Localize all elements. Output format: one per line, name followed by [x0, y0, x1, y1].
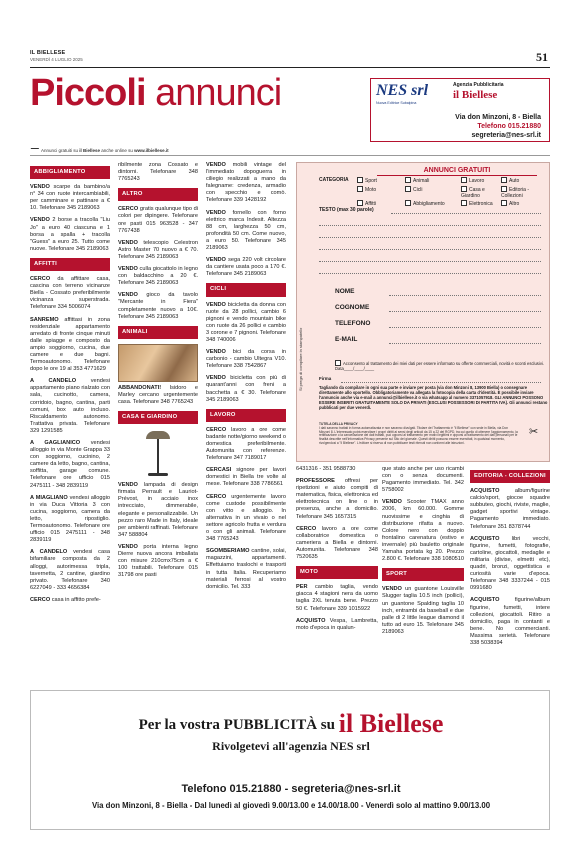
banner-biellese-logo: il Biellese	[338, 709, 444, 738]
text-line[interactable]	[391, 213, 541, 214]
classified-ad	[30, 378, 110, 435]
category-option[interactable]	[461, 177, 501, 184]
ad-lead: VENDO	[382, 586, 402, 593]
ad-text: mobili vintage del l'immediato dopoguerra in ciliegio realizzati a mano da falegname: credenza, armadio con specchio e comò. Telefonare 339 1428192	[206, 162, 286, 204]
category-checkbox[interactable]	[501, 186, 507, 192]
category-option[interactable]	[405, 177, 461, 184]
advertising-banner	[30, 690, 550, 830]
ad-text: lavoro a ore come collaboratrice domestica o cameriera a Biella e dintorni. Automunita. Telefonare 348 7520635	[296, 525, 378, 561]
classified-ad	[118, 544, 198, 579]
privacy-text: I dati saranno trattati in forma automatizzata e non saranno divulgati. Titolare del Trattamento è "il Biellese" con sede in Biella, via Don Minzoni 8. L'interessato potrà esercitare i propri diritti ai sensi degli articoli da 15 a 22 del RGPD, tra cui quello di ottenere l'aggiornamento, la rettificazione o la cancellazione dei dati trattati, può opporsi al trattamento per motivi legittimi e opporsi al trattamento dei dati personali per le finalità descritte nell'Informativa Privacy presente sul Sito del giornale. Questi diritti possono essere esercitati, in qualsiasi momento, rivolgendosi a "il Biellese". L'editore si riserva di non pubblicare testi ritenuti non conformi alle istruzioni.	[319, 425, 518, 445]
ad-text: Vespa, Lambretta, moto d'epoca in qualun-	[296, 617, 378, 631]
ad-text: vendesi alloggio in via Duca Vittoria 3 con cucina, soggiorno, camera da letto, ripostiglio. Termoautonomo. Telefonare ore ufficio 015 2475111 - 348 2839119	[30, 494, 110, 544]
consent-row[interactable]	[335, 360, 545, 371]
category-checkbox[interactable]	[405, 200, 411, 206]
ad-lead: CERCASI	[206, 467, 232, 474]
ad-lead: VENDO	[30, 217, 50, 224]
category-checkbox[interactable]	[357, 200, 363, 206]
ad-lead: VENDO	[118, 266, 138, 273]
ad-text: figurine/album figurine, fumetti, intere collezioni, giocattoli. Ritiro a domicilio, paga in contanti e bene. No commercianti. Massima serietà. Telefonare 338 5038394	[470, 597, 550, 646]
ad-lead: CERCO	[30, 276, 51, 283]
category-option[interactable]	[501, 186, 541, 199]
pen-icon	[29, 148, 39, 152]
classified-ad	[296, 466, 378, 473]
subline-mid: anche online su	[100, 148, 135, 153]
coupon-heading: ANNUNCI GRATUITI	[377, 167, 537, 176]
ad-lead: VENDO	[382, 499, 402, 506]
classified-ad	[296, 618, 378, 632]
ad-lead: VENDO	[118, 292, 138, 299]
category-label: Altro	[509, 201, 520, 207]
ad-lead: VENDO	[118, 543, 138, 550]
contact-field-label: COGNOME	[335, 304, 370, 311]
text-line[interactable]	[319, 249, 541, 250]
ad-lead: CERCO	[206, 493, 227, 500]
ad-lead: ACQUISTO	[470, 488, 500, 495]
category-option[interactable]	[357, 200, 405, 207]
coupon-side-text: Si prega di compilare in stampatello	[298, 327, 303, 391]
ad-lead: VENDO	[118, 239, 138, 246]
category-label: Sport	[365, 178, 377, 184]
ad-text: vendesi appartamento piano rialzato con sala, cucinotto, camera, corridoio, bagno, cantina, parti comuni, box auto incluso. Riscaldamento autonomo. Trattativa privata. Telefonare 329 1291585	[30, 378, 110, 434]
ad-lead: CERCO	[118, 206, 139, 213]
biellese-logo: il Biellese	[453, 89, 498, 101]
agency-label: Agenzia Pubblicitaria	[453, 82, 504, 88]
banner-contacts: Telefono 015.21880 - segreteria@nes-srl.it	[181, 783, 401, 795]
contact-field-line[interactable]	[389, 343, 541, 344]
classified-ad	[296, 478, 378, 521]
page-number: 51	[536, 50, 548, 64]
text-line[interactable]	[319, 225, 541, 226]
column-1	[30, 162, 110, 609]
ad-text: libri vecchi, figurine, fumetti, fotografie, cartoline, giocattoli, medaglie e militaria (divise, elmetti etc), quadri, bronzi, oggettistica e curiosità varie d'epoca. Telefonare 348 3337244 - 015 0991680	[470, 535, 550, 592]
ad-text: signore per lavori domestici in Biella tre volte al mese. Telefonare 338 7786561	[206, 467, 286, 488]
category-option[interactable]	[357, 177, 405, 184]
lamp-photo	[138, 429, 178, 479]
category-label: Abbigliamento	[413, 201, 445, 207]
privacy-title: TUTELA DELLA PRIVACY	[319, 422, 358, 426]
classified-ad	[30, 495, 110, 545]
category-option[interactable]	[405, 200, 461, 207]
category-checkbox[interactable]	[501, 177, 507, 183]
ad-text: Isidoro e Marley cercano urgentemente casa. Telefonare 348 7765243	[118, 384, 198, 405]
category-checkbox[interactable]	[461, 186, 467, 192]
category-label: Auto	[509, 178, 520, 184]
category-checkbox[interactable]	[405, 177, 411, 183]
free-ads-coupon[interactable]	[296, 162, 550, 462]
contact-field-label: NOME	[335, 288, 355, 295]
section-header: LAVORO	[206, 409, 286, 422]
classified-ad	[206, 375, 286, 403]
ad-text: scarpe da bambino/a n° 34 con ruote intercambiabili, per camminare e pattinare a € 10. Telefonare 345 2189063	[30, 184, 110, 212]
classified-ad	[118, 206, 198, 234]
section-header: AFFITTI	[30, 258, 110, 271]
ad-text: casa in affitto prefe-	[50, 596, 101, 603]
ad-text: cambio taglia, vendo giacca 4 stagioni nera da uomo taglia 2XL tenuta bene. Prezzo 50 €. Telefonare 339 1015922	[296, 584, 378, 612]
ad-lead: CERCO	[206, 426, 227, 433]
ad-lead: PROFESSORE	[296, 478, 335, 485]
column-6	[470, 466, 550, 652]
ad-text: lavoro a ore come badante notte/giorno weekend o domestica preferibilmente. Automunita con referenze. Telefonare 347 7189017	[206, 426, 286, 462]
classified-ad	[30, 317, 110, 374]
classified-ad	[118, 482, 198, 539]
consent-text: Acconsento al trattamento dei miei dati per essere informato su offerte commerciali, novità e sconti esclusivi.	[343, 361, 545, 366]
cats-photo	[118, 344, 198, 382]
ad-text: Scooter TMAX anno 2006, km 60.000. Gomme nuovissime e cinghia di distribuzione rifatta a nuovo. Colore nero con doppio frontalino carenatura (estivo e invernale) più bauletto originale Yamaha portata kg 20. Prezzo 2.800 €. Telefonare 338 1080510	[382, 499, 465, 563]
agency-ad-box	[370, 78, 550, 142]
column-4	[296, 466, 378, 637]
classified-ad	[206, 162, 286, 205]
nes-logo-subtitle: Nuova Editrice Subalpina	[376, 101, 417, 105]
classified-ad	[118, 266, 198, 287]
text-line[interactable]	[319, 261, 541, 262]
category-option[interactable]	[501, 177, 541, 184]
ad-lead: VENDO	[206, 257, 226, 264]
ad-lead: VENDO	[30, 184, 50, 191]
ad-lead: A MIAGLIANO	[30, 494, 68, 501]
classified-ad	[30, 217, 110, 252]
ad-lead: A GAGLIANICO	[30, 440, 81, 446]
page-title	[30, 70, 281, 116]
category-label: Elettronica	[469, 201, 493, 207]
classified-ad	[470, 597, 550, 647]
category-label: Lavoro	[469, 178, 485, 184]
section-header: SPORT	[382, 568, 464, 581]
category-checkbox[interactable]	[461, 200, 467, 206]
classified-ad	[206, 257, 286, 278]
ad-text: vendesi alloggio in via Monte Grappa 33 con soggiorno, cucinino, 2 camere da letto, bagno, cantina, soffitta, garage comune. Telefonare ore ufficio 015 2475111 - 348 2839119	[30, 440, 110, 489]
subline-prefix: Annunci gratuiti su	[41, 148, 80, 153]
classified-ad	[470, 536, 550, 593]
classified-ad	[382, 466, 464, 494]
category-label: CATEGORIA	[319, 177, 349, 183]
classified-ad	[206, 210, 286, 253]
classified-ad	[118, 240, 198, 261]
agency-telephone: Telefono 015.21880	[477, 123, 541, 130]
category-checkbox[interactable]	[357, 177, 363, 183]
contact-field-line[interactable]	[389, 311, 541, 312]
ad-lead: VENDO	[206, 375, 226, 382]
page-title-light: annunci	[155, 72, 282, 114]
subline-rule	[30, 155, 550, 156]
classified-ad	[206, 548, 286, 591]
classified-ad	[30, 184, 110, 212]
ad-text: culla giocattolo in legno con baldacchino a 20 €. Telefonare 345 2189063	[118, 266, 198, 287]
ad-text: offresi per ripetizioni e aiuto compiti di matematica, fisica, elettronica ed elettrotecnica on line o in presenza, anche a domicilio. Telefonare 345 1657315	[296, 478, 378, 520]
ad-text: da affittare casa, cascina con terreno vicinanze Biella - Cossato preferibilmente vicinanza superstrada. Telefonare 334 5006074	[30, 276, 110, 311]
classified-ad	[296, 526, 378, 561]
classified-ad	[118, 385, 198, 406]
ad-text: urgentemente lavoro come custode possibilmente con vitto e alloggio. In alternativa in un vivaio o nel settore agricolo frutta e verdura o con gli animali. Telefonare 348 7765243	[206, 493, 286, 543]
agency-email: segreteria@nes-srl.it	[471, 132, 541, 139]
section-header: CICLI	[206, 283, 286, 296]
classified-ad	[206, 302, 286, 345]
classified-ad	[206, 494, 286, 544]
contact-field-label: E-MAIL	[335, 336, 358, 343]
contact-field-label: TELEFONO	[335, 320, 371, 327]
classified-ad	[30, 549, 110, 592]
classified-ad	[118, 292, 198, 320]
ad-lead: PER	[296, 584, 308, 591]
ad-text: lampada di design firmata Perrault e Lauriot-Prévost, in acciaio inox intrecciato, dimmerabile, elegante e personalizzabile. Un pezzo raro Made in Italy, ideale per ambienti raffinati. Telefonare 347 588804	[118, 482, 198, 538]
category-label: Moto	[365, 186, 377, 193]
classified-ad	[382, 586, 464, 636]
date-field[interactable]: Data____/____/____	[335, 366, 375, 371]
ad-lead: VENDO	[206, 301, 226, 308]
category-checkbox[interactable]	[405, 186, 411, 192]
ad-text: que stato anche per uso ricambi con o senza documenti. Pagamento immediato. Tel. 342 5758002	[382, 466, 464, 494]
ad-text: album/figurine calcio/sport, giocoe squadre subbuteo, giochi, riviste, maglie, gadget sportivi vintage. Pagamento immediato. Telefonare 351 8378744	[470, 488, 550, 530]
ad-lead: VENDO	[118, 482, 138, 489]
column-5	[382, 466, 464, 641]
free-ads-subline	[30, 148, 169, 153]
section-header: CASA E GIARDINO	[118, 411, 198, 424]
ad-lead: SANREMO	[30, 316, 59, 323]
category-label: Casa e Giardino	[461, 186, 485, 199]
dateline: VENERDÌ 4 LUGLIO 2025	[30, 57, 83, 62]
ad-lead: VENDO	[206, 209, 226, 216]
banner-prefix: Per la vostra PUBBLICITÀ su	[138, 717, 339, 733]
nes-logo: NES srl	[376, 82, 429, 99]
section-header: ANIMALI	[118, 326, 198, 339]
contact-field-line[interactable]	[389, 327, 541, 328]
classified-ad	[206, 427, 286, 462]
ad-lead: A CANDELO	[30, 549, 68, 556]
category-checkbox[interactable]	[461, 177, 467, 183]
subline-paper: il Biellese	[79, 148, 101, 153]
masthead: IL BIELLESE	[30, 50, 66, 56]
subline-url[interactable]: www.ilbiellese.it	[134, 148, 169, 153]
ad-text: 6431316 - 351 9588730	[296, 466, 356, 472]
ad-lead: CERCO	[30, 596, 51, 603]
category-label: Affitti	[365, 201, 377, 207]
category-option[interactable]	[461, 186, 501, 199]
column-3	[206, 162, 286, 596]
category-option[interactable]	[461, 200, 501, 207]
ad-lead: A CANDELO	[30, 378, 77, 385]
category-option[interactable]	[501, 200, 541, 207]
text-label: TESTO (max 30 parole)	[319, 207, 374, 213]
category-checkbox[interactable]	[501, 200, 507, 206]
ad-text: bici da corsa in carbonio - cambio Ultegra V10. Telefonare 338 7542867	[206, 349, 286, 370]
ad-lead: ACQUISTO	[296, 617, 326, 624]
ad-text: un guantone Louisville Slugger taglia 10.5 inch (pollici), un guantone Spalding taglia 10 inch, entrambi da baseball e due palle di 2 little league diamond il tutto ad euro 15. Telefonare 345 2189063	[382, 586, 464, 635]
category-label: Animali	[413, 178, 430, 184]
section-header: MOTO	[296, 566, 378, 579]
category-label: Cicli	[413, 186, 423, 193]
category-option[interactable]	[405, 186, 461, 199]
agency-address: Via don Minzoni, 8 - Biella	[455, 114, 541, 121]
ad-text: 2 borse a tracolla "Liu Jo" a euro 40 ciascuna e 1 borsa a spalla + tracolla "Guess" a euro 25. Tutto come nuove. Telefonare 345 2189063	[30, 217, 110, 252]
ad-text: gratis qualunque tipo di colori per dipingere. Telefonare ore pasti 015 963528 - 347 7767438	[118, 206, 198, 234]
classified-ad	[30, 597, 110, 604]
category-option[interactable]	[357, 186, 405, 199]
ad-text: bicicletta da donna con ruote da 28 pollici, cambio 6 pignoni e vendo mountain bike con ruote da 26 pollici e cambio 3 corone e 7 pignoni. Telefonare 348 740006	[206, 301, 286, 343]
ad-text: sega 220 volt circolare da cantiere usata poco a 170 €. Telefonare 345 2189063	[206, 257, 286, 278]
category-checkbox[interactable]	[357, 186, 363, 192]
contact-field-line[interactable]	[389, 295, 541, 296]
classified-ad	[118, 162, 198, 183]
classified-ad	[30, 276, 110, 311]
classified-ad	[206, 467, 286, 488]
ad-lead: VENDO	[206, 349, 226, 356]
ad-lead: SGOMBERIAMO	[206, 548, 250, 555]
banner-headline	[31, 709, 551, 739]
ad-lead: ACQUISTO	[470, 535, 500, 542]
ad-lead: VENDO	[206, 162, 226, 168]
category-label: Editoria - Collezioni	[501, 186, 530, 199]
section-header: ALTRO	[118, 188, 198, 201]
classified-ad	[382, 499, 464, 563]
banner-agency: Rivolgetevi all'agenzia NES srl	[212, 739, 370, 753]
classified-ad	[296, 584, 378, 612]
classified-ad	[206, 349, 286, 370]
privacy-notice	[319, 423, 519, 446]
ad-text: cantine, solai, magazzini, appartamenti. Effettuiamo traslochi e trasporti in tutta Italia. Recuperiamo materiali ferrosi al vostro domicilio. Tel. 333	[206, 548, 286, 590]
ad-lead: ABBANDONATI!	[118, 384, 162, 391]
coupon-instructions: Tagliando da compilare in ogni sua parte e inviare per posta (via don Minzoni 8, 13900 Biella) o consegnare direttamente allo sportello. Obbligatoriamente va allegata la fotocopia della carta d'identità. È possibile inviare l'annuncio anche via e-mail a annunci@ilbiellese.it o via whatsapp al numero 3371057918. GLI ANNUNCI POSSONO ESSERE INSERITI GRATUITAMENTE SOLO DA PRIVATI (ESCLUSI POSSESSORI DI PARTITA IVA). Gli annunci restano pubblicati per due venerdì.	[319, 385, 548, 410]
newspaper-page	[30, 0, 550, 849]
signature-label: Firma	[319, 376, 332, 381]
banner-hours: Via don Minzoni, 8 - Biella - Dal lunedì al giovedì 9.00/13.00 e 14.00/18.00 - Venerdì solo al mattino 9.00/13.00	[91, 801, 491, 810]
classified-ad	[470, 488, 550, 531]
category-checkbox-grid	[357, 177, 547, 207]
section-header: ABBIGLIAMENTO	[30, 166, 110, 179]
ad-text: porta interna legno Dierre nuova ancora imballata con misure 210cmx75cm a € 100 trattabili. Telefonare 015 31798 ore pasti	[118, 543, 198, 579]
classified-ad	[30, 440, 110, 490]
ad-text: gioco da tavolo "Mercante in Fiera" completamente nuovo a 10€. Telefonare 345 2189063	[118, 292, 198, 320]
text-line[interactable]	[319, 237, 541, 238]
ad-text: telescopio Celestron Astro Master 70 nuovo a € 70. Telefonare 345 2189063	[118, 239, 198, 260]
ad-lead: ACQUISTO	[470, 597, 500, 604]
scissors-icon: ✂	[529, 426, 539, 438]
page-title-bold: Piccoli	[30, 72, 146, 114]
ad-text: vendesi casa bifamiliare composta da 2 alloggi, autorimessa tripla, tavernetta, 2 cantine, giardino privato. Telefonare 340 6227049 - 333 4656384	[30, 549, 110, 591]
section-header: EDITORIA - COLLEZIONI	[470, 470, 550, 483]
ad-text: ribilmente zona Cossato e dintorni. Telefonare 348 7765243	[118, 162, 198, 183]
ad-text: fornello con forno elettrico marca Indesit. Altezza 88 cm, larghezza 50 cm, profondità 50 cm. Come nuovo, a euro 50. Telefonare 345 2189063	[206, 209, 286, 252]
ad-text: affittasi in zona residenziale appartamento arredato di fronte cinque minuti dalle spiagge e composto da ampio soggiorno, cucina, due camere e due bagni. Termoautonomo. Telefonare dopo le ore 19 al 353 4771629	[30, 316, 110, 373]
header-rule	[30, 67, 550, 68]
ad-lead: CERCO	[296, 525, 317, 532]
signature-line[interactable]	[341, 382, 541, 383]
ad-text: bicicletta con più di quarant'anni con freni a bacchetta a € 30. Telefonare 345 2189063	[206, 375, 286, 403]
column-2	[118, 162, 198, 584]
text-line[interactable]	[319, 273, 541, 274]
agency-contacts	[371, 113, 541, 140]
